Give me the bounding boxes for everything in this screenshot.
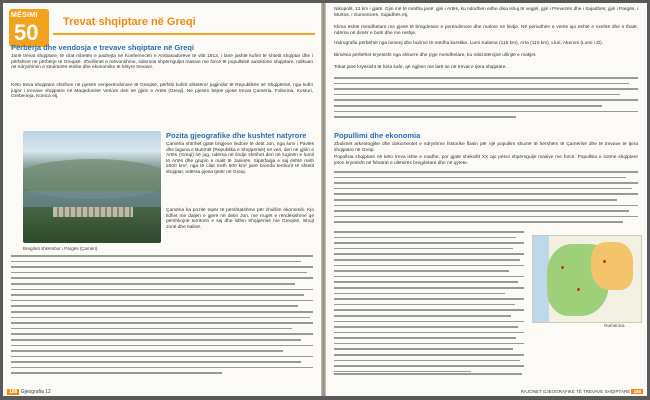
region-map <box>532 235 642 323</box>
lesson-badge-label: MËSIMI <box>11 12 38 19</box>
photo-caption: Bregdeti shkëmbor i Pargës (Çamëri) <box>23 246 98 251</box>
book-title: Gjeografia 12 <box>20 389 51 395</box>
body-text-lines-middle <box>334 171 638 227</box>
vegetation-paragraph: Bimësia përbëhet kryesisht nga shkurre dhe pyje mesdhetare, ku mbizotërojnë ullinjtë e makjet. <box>334 53 537 58</box>
section-heading-population: Popullimi dhe ekonomia <box>334 131 421 140</box>
section-heading-composition: Përbërja dhe vendosja e trevave shqiptare në Greqi <box>11 43 194 52</box>
lesson-title: Trevat shqiptare në Greqi <box>63 16 196 28</box>
left-page-number: 188 <box>9 389 18 395</box>
section-heading-geography: Pozita gjeografike dhe kushtet natyrore <box>166 131 307 140</box>
section3-paragraph-2: Popullsia shqiptare në këto treva ishte e madhe, por gjatë shekullit XX ajo pësoi shpërngulje masive me forcë. Popullsia e sotme shqiptare jeton kryesisht në fshatrat e ultësirës bregdetare dhe në qytete. <box>334 155 638 166</box>
top-paragraph: Nikopolit, 13 km i gjatë. Gjiri më të mëdha janë: gjiri i Artës, ku ndodhen edhe disa ishuj të vegjël, gjiri i Prevezës dhe i Sajadhës; gjiri i Pargës, i Murtos, i Gumenicës, Sajadhës etj. <box>334 7 638 18</box>
lesson-number: 50 <box>14 20 39 45</box>
hydrography-paragraph: Hidrografia përbëhet nga lumenj dhe burime të mëdha karstike. Lumi Kalama (115 km), Arta (110 km), Lluri, Akeroni (Lumi i Zi). <box>334 41 604 46</box>
body-text-lines <box>11 255 313 378</box>
left-footer <box>7 389 51 395</box>
unit-title: RAJONET GJEOGRAFIKE TË TREVAVE SHQIPTARE <box>520 389 631 394</box>
section2-paragraph: Çamëria shtrihet gjatë brigjeve lindore të detit Jon, nga lumi i Pavlës dhe laguna e Butrintit (Republika e Shqipërisë) në veri, deri në gjirin e Artës (Greqi) në jug, ndërsa në lindje shtrihet deri në luginën e lumit të Artës dhe grupin e malit të Janinës. Sipërfaqja e saj është rreth 2500 km², nga të cilat rreth 500 km² janë brenda territorit të shtetit shqiptar, ndërsa pjesa tjetër në Greqi. <box>166 142 314 175</box>
coastline-photo <box>23 131 161 243</box>
body-text-lines-bottom <box>334 373 638 379</box>
section1-paragraph-2: Këto treva shqiptare shtrihen në pjesën veriperëndimore të Greqisë, përfshi kufirit shtetëror jugjindor të Republikës së Shqipërisë, nga kufiri jugor i trevave shqiptare në Maqedoninë Veriore deri në gjirin e Artës (Greqi). Ne pjesën bëjnë pjesë trevat Çamëria, Follorina, Kosturi, Grebeneja, Konica etj. <box>11 83 313 100</box>
body-text-lines-top <box>334 77 638 122</box>
left-page <box>3 3 321 396</box>
right-page <box>326 3 647 396</box>
climate-paragraph: Klima është mesdhetare me pjesë të bregdetare e perëndimore dhe malore në lindje. Në periudhën e verës ajo është e nxehtë dhe e thatë, ndërsa në dimër e butë dhe me reshje. <box>334 25 638 36</box>
lesson-badge <box>9 9 49 47</box>
section1-paragraph: Janë trevat shqiptare, të cilat mbetën e padrejta në Konferencën e Ambasadorëve të vitit 1913, i lanë jashtë kufirit të shtetit shqiptar dhe i përfshinë në përbërje të Greqisë. Zhvillimet e mëvonshme, sidomos shpërnguljet masive me forcë të popullsisë autoktone shqiptare, ndikuan në ndryshimin e strukturës etnike dhe ekonomike të këtyre trevave. <box>11 54 313 71</box>
section3-paragraph: Zbulimet arkeologjike dhe dokumentet e ndryshme historike flasin për një popullim shumë të hershëm të Çamërisë dhe të trevave të tjera shqiptare në Greqi. <box>334 142 638 153</box>
body-text-lines-left-column <box>334 231 524 376</box>
right-footer <box>521 389 643 394</box>
title-underline <box>53 33 315 35</box>
section2-paragraph-2: Çamëria ka pozitë tepër të përshtatshme për zhvillim ekonomik. Kjo lidhet me daljen e gjerë në detin Jon, me rrugët e rëndësishme që përshkojnë territorin e saj dhe lidhin Shqipërinë me Greqinë, Ishujt Jonë dhe Italinë. <box>166 208 314 230</box>
map-caption: Gumenica <box>604 323 625 328</box>
right-page-number: 189 <box>633 389 641 394</box>
soils-paragraph: Tokat janë kryesisht të hirta kafe, që ngjiten me larë se në trevat e tjera shqiptare. <box>334 65 507 70</box>
